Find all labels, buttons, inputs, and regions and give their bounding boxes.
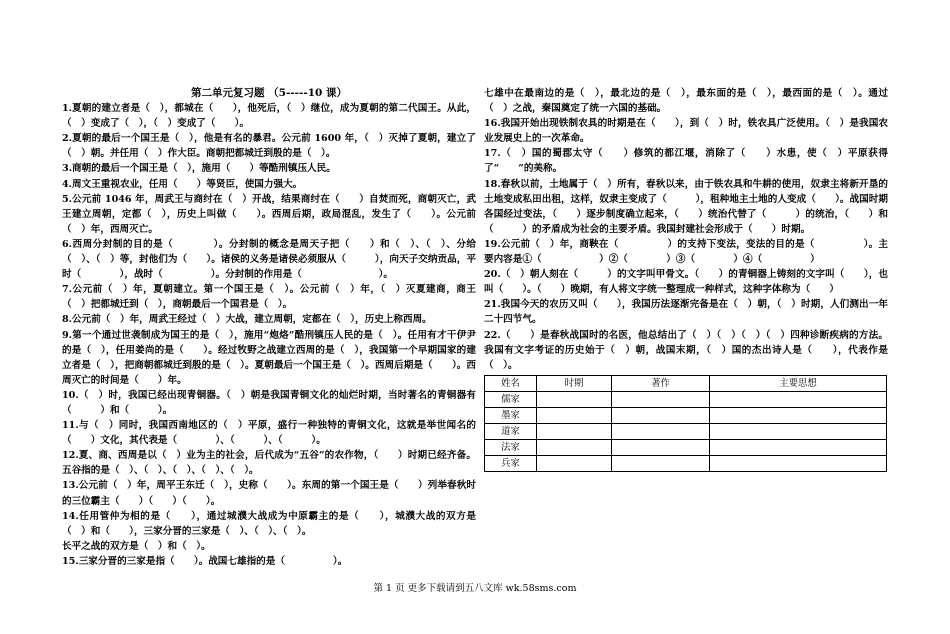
school-name-cell: 墨家 bbox=[485, 407, 537, 423]
question-item: 10.（ ）时，我国已经出现青铜器。（ ）朝是我国青铜文化的灿烂时期，当时著名的青铜器有（ ）和（ ）。 bbox=[62, 389, 476, 416]
school-name-cell: 兵家 bbox=[485, 456, 537, 472]
right-column bbox=[484, 86, 888, 472]
question-item: 20.（ ）朝人刻在（ ）的文字叫甲骨文。（ ）的青铜器上铸刻的文字叫（ ），也叫（ ）。（ ）晚期，有人将文字统一整理成一种样式，这种字体称为（ ） bbox=[484, 269, 888, 296]
left-question-list bbox=[62, 101, 476, 569]
question-item: 15.三家分晋的三家是指（ ）。战国七雄指的是（ ）。 bbox=[62, 555, 348, 567]
works-cell bbox=[612, 407, 710, 423]
question-item: 2.夏朝的最后一个国王是（ ），他是有名的暴君。公元前 1600 年，（ ）灭掉了夏朝，建立了（ ）朝。并任用（ ）作大臣。商朝把都城迁到殷的是（ ）。 bbox=[62, 133, 476, 160]
period-cell bbox=[537, 391, 612, 407]
table-row bbox=[485, 424, 887, 440]
school-name-cell: 法家 bbox=[485, 440, 537, 456]
header-main-ideas: 主要思想 bbox=[710, 375, 887, 391]
left-column bbox=[62, 86, 476, 569]
works-cell bbox=[612, 391, 710, 407]
question-item: 13.公元前（ ）年，周平王东迁（ ），史称（ ）。东周的第一个国王是（ ）列举春秋时的三位霸主（ ）（ ）（ ）。 bbox=[62, 480, 476, 507]
header-period: 时期 bbox=[537, 375, 612, 391]
question-item: 七雄中在最南边的是（ ），最北边的是（ ），最东面的是（ ），最西面的是（ ）。通过（ ）之战，秦国奠定了统一六国的基础。 bbox=[484, 88, 888, 115]
ideas-cell bbox=[710, 456, 887, 472]
ideas-cell bbox=[710, 391, 887, 407]
schools-of-thought-table bbox=[484, 375, 887, 473]
question-item: 22.（ ）是春秋战国时的名医，他总结出了（ ）（ ）（ ）（ ）四种诊断疾病的方法。我国有文字考证的历史始于（ ）朝，战国末期，（ ）国的杰出诗人是（ ），代表作是（ ）。 bbox=[484, 329, 888, 371]
school-name-cell: 道家 bbox=[485, 424, 537, 440]
question-item: 18.春秋以前，土地属于（ ）所有，春秋以来，由于铁农具和牛耕的使用，奴隶主将新开垦的土地变成私田出租，这样，奴隶主变成了（ ），租种地主土地的人变成（ ）。战国时期各国经过变法，（ ）逐步制度确立起来，（ ）统治代替了（ ）的统治，（ ）和（ ）的矛盾成为社会的主要矛盾。我国封建社会形成于（ ）时期。 bbox=[484, 178, 888, 235]
period-cell bbox=[537, 456, 612, 472]
header-name: 姓名 bbox=[485, 375, 537, 391]
question-item: 3.商朝的最后一个国王是（ ），施用（ ）等酷刑镇压人民。 bbox=[62, 163, 336, 175]
question-item: 8.公元前（ ）年，周武王经过（ ）大战，建立周朝，定都在（ ），历史上称西周。 bbox=[62, 314, 432, 326]
question-item: 17.（ ）国的蜀郡太守（ ）修筑的都江堰，消除了（ ）水患，使（ ）平原获得了“ ”的美称。 bbox=[484, 148, 888, 175]
question-item: 5.公元前 1046 年，周武王与商纣在（ ）开战，结果商纣在（ ）自焚而死，商朝灭亡，武王建立周朝，定都（ ），历史上叫做（ ）。西周后期，政局混乱，发生了（ ）。公元前（ ）年，西周灭亡。 bbox=[62, 193, 476, 235]
right-question-list bbox=[484, 86, 888, 373]
works-cell bbox=[612, 440, 710, 456]
period-cell bbox=[537, 407, 612, 423]
question-item: 12.夏、商、西周是以（ ）业为主的社会，后代成为“五谷”的农作物，（ ）时期已经齐备。五谷指的是（ ）、（ ）、（ ）、（ ）、（ ）。 bbox=[62, 450, 476, 477]
question-item: 7.公元前（ ）年，夏朝建立。第一个国王是（ ）。公元前（ ）年，（ ）灭夏建商，商王（ ）把都城迁到（ ），商朝最后一个国君是（ ）。 bbox=[62, 284, 476, 311]
header-works: 著作 bbox=[612, 375, 710, 391]
table-header-row bbox=[485, 375, 887, 391]
table-row bbox=[485, 407, 887, 423]
table-row bbox=[485, 391, 887, 407]
question-item: 11.与（ ）同时，我国西南地区的（ ）平原，盛行一种独特的青铜文化，这就是举世闻名的（ ）文化，其代表是（ ）、（ ）、（ ）。 bbox=[62, 420, 476, 447]
period-cell bbox=[537, 440, 612, 456]
question-item: 16.我国开始出现铁制农具的时期是在（ ），到（ ）时，铁农具广泛使用。（ ）是我国农业发展史上的一次革命。 bbox=[484, 118, 888, 145]
school-name-cell: 儒家 bbox=[485, 391, 537, 407]
ideas-cell bbox=[710, 407, 887, 423]
period-cell bbox=[537, 424, 612, 440]
question-item: 14.任用管仲为相的是（ ），通过城濮大战成为中原霸主的是（ ），城濮大战的双方是（ ）和（ ），三家分晋的三家是（ ）、（ ）、（ ）。 bbox=[62, 510, 476, 537]
question-item: 1.夏朝的建立者是（ ），都城在（ ），他死后，（ ）继位，成为夏朝的第二代国王。从此，（ ）变成了（ ），（ ）变成了（ ）。 bbox=[62, 103, 476, 130]
table-row bbox=[485, 456, 887, 472]
page-title: 第二单元复习题 （5-----10 课） bbox=[190, 87, 348, 99]
question-item: 6.西周分封制的目的是（ ）。分封制的概念是周天子把（ ）和（ ）、（ ）、分给（ ）、（ ）等，封他们为（ ）。诸侯的义务是诸侯必须服从（ ），向天子交纳贡品，平时（ ），战时（ ）。分封制的作用是（ ）。 bbox=[62, 238, 476, 281]
table-body bbox=[485, 391, 887, 471]
table-row bbox=[485, 440, 887, 456]
works-cell bbox=[612, 424, 710, 440]
ideas-cell bbox=[710, 424, 887, 440]
question-item: 9.第一个通过世袭制成为国王的是（ ），施用“炮烙”酷刑镇压人民的是（ ）。任用有才干伊尹的是（ ），任用姜尚的是（ ）。经过牧野之战建立西周的是（ ），我国第一个早期国家的建立者是（ ），把商朝都城迁到殷的是（ ）。夏朝最后一个国王是（ ）。西周后期是（ ）。西周灭亡的时间是（ ）年。 bbox=[62, 329, 476, 386]
page-footer: 第 1 页 更多下载请到五八文库 wk.58sms.com bbox=[373, 583, 577, 594]
question-item: 4.周文王重视农业，任用（ ）等贤臣，使国力强大。 bbox=[62, 178, 303, 190]
question-item: 21.我国今天的农历又叫（ ），我国历法逐渐完备是在（ ）朝，（ ）时期，人们测出一年二十四节气。 bbox=[484, 299, 888, 326]
works-cell bbox=[612, 456, 710, 472]
question-item: 19.公元前（ ）年，商鞅在（ ）的支持下变法，变法的目的是（ ）。主要内容是①（ ）②（ ）③（ ）④（ ） bbox=[484, 238, 888, 266]
question-item: 长平之战的双方是（ ）和（ ）。 bbox=[62, 540, 211, 552]
ideas-cell bbox=[710, 440, 887, 456]
